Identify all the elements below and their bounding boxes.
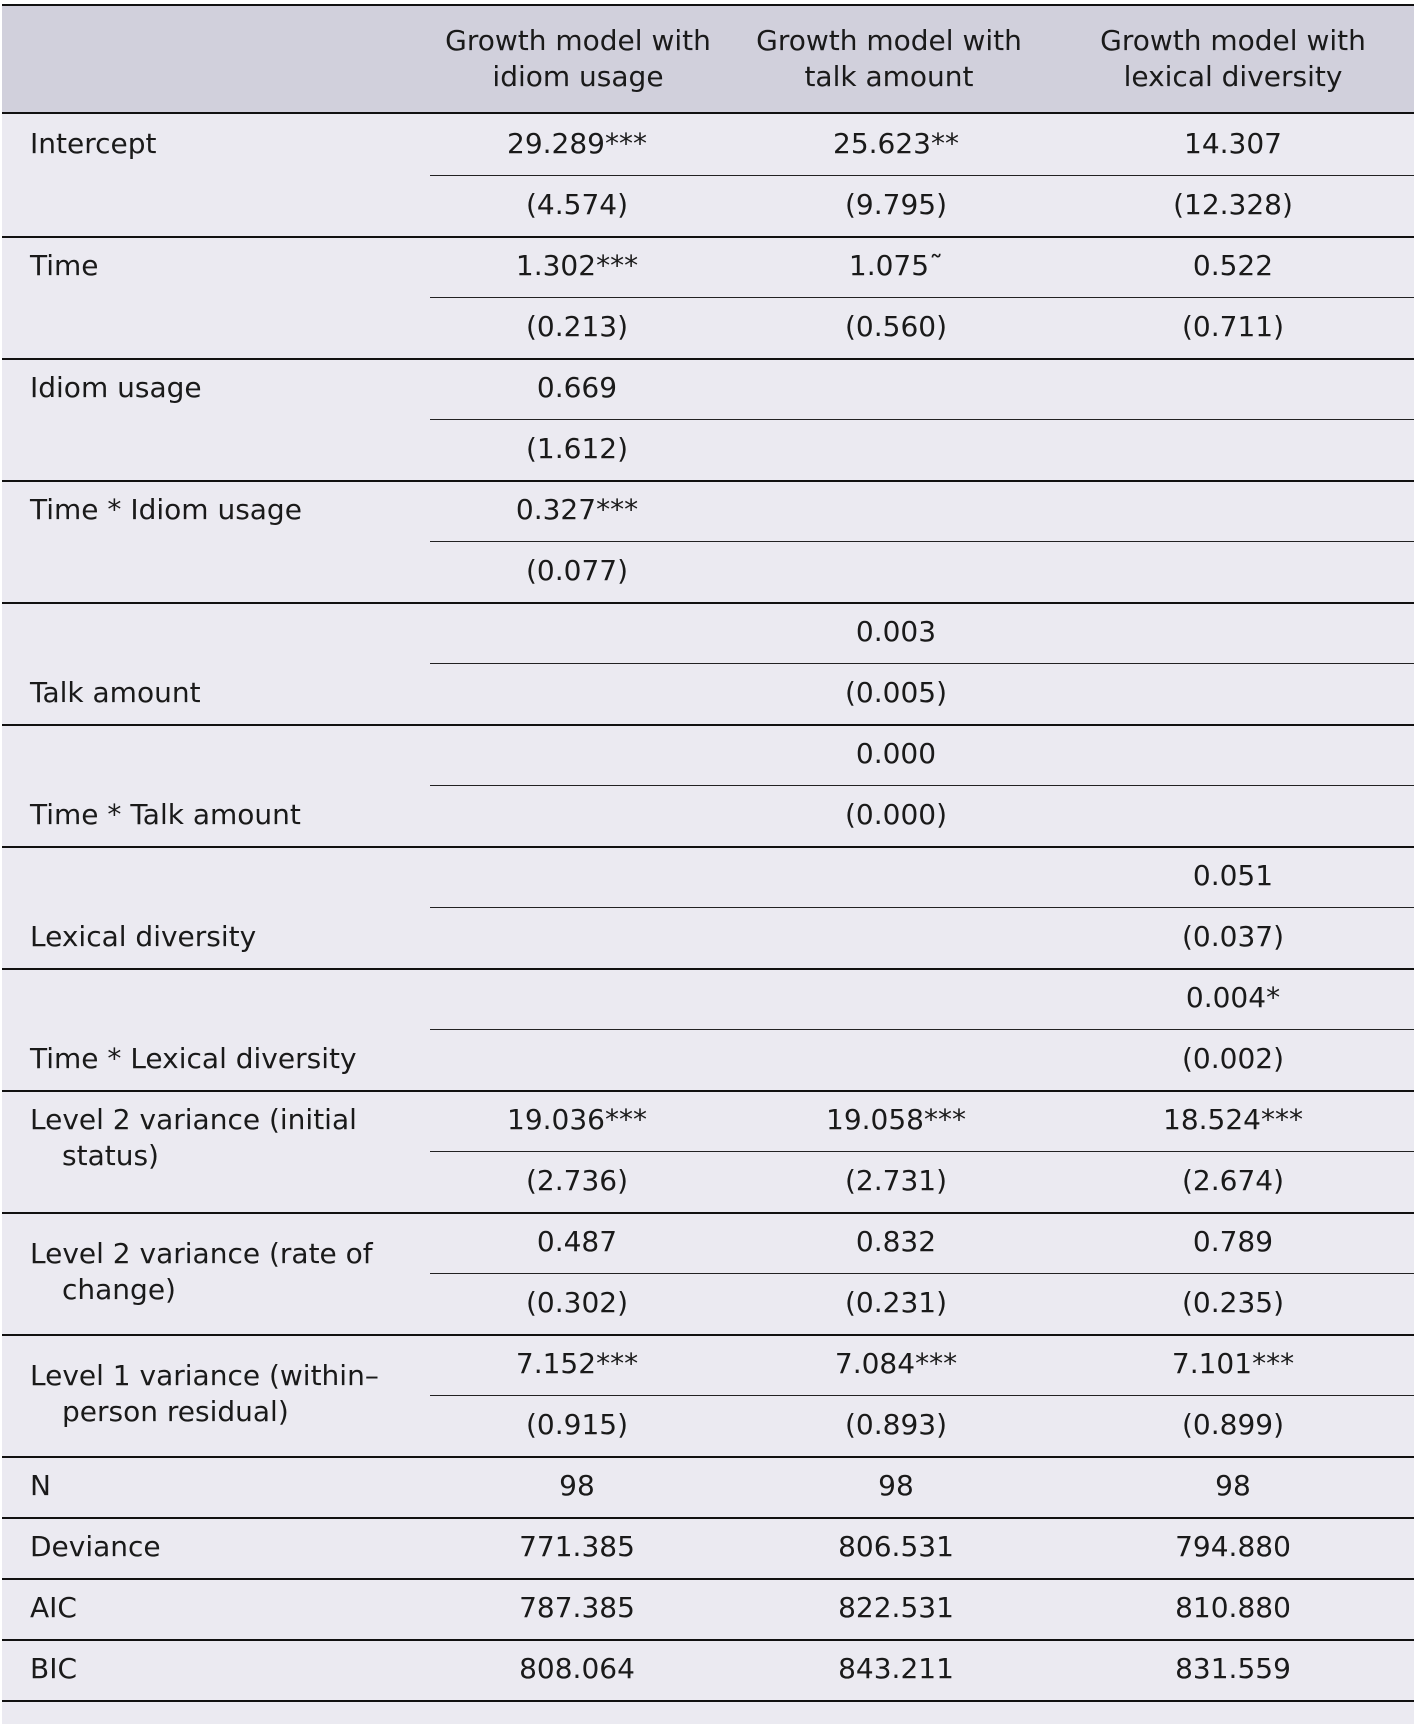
se-cell: (0.711) bbox=[1181, 310, 1284, 343]
coef-cell: 0.327*** bbox=[515, 493, 639, 526]
coef-cell: 14.307 bbox=[1184, 127, 1282, 160]
row-divider bbox=[2, 602, 1414, 604]
stat-cell: 822.531 bbox=[838, 1591, 954, 1624]
sub-row-divider bbox=[430, 907, 1414, 908]
se-cell: (0.302) bbox=[525, 1286, 628, 1319]
row-label-line: status) bbox=[62, 1139, 159, 1172]
header-cell-idiom-usage: Growth model with idiom usage bbox=[445, 24, 711, 93]
stat-cell: 98 bbox=[559, 1469, 595, 1502]
sub-row-divider bbox=[430, 541, 1414, 542]
coef-cell: 0.051 bbox=[1192, 859, 1274, 892]
row-label-line: Level 2 variance (initial bbox=[30, 1103, 357, 1136]
stat-cell: 808.064 bbox=[519, 1652, 635, 1685]
row-label: Deviance bbox=[30, 1530, 161, 1563]
header-cell-talk-amount: Growth model with talk amount bbox=[756, 24, 1022, 93]
coef-cell: 7.084*** bbox=[834, 1347, 958, 1380]
row-divider bbox=[2, 1212, 1414, 1214]
se-cell: (0.077) bbox=[525, 554, 628, 587]
coef-cell: 1.302*** bbox=[515, 249, 639, 282]
coef-cell: 19.036*** bbox=[507, 1103, 647, 1136]
coef-cell: 19.058*** bbox=[826, 1103, 966, 1136]
sub-row-divider bbox=[430, 175, 1414, 176]
se-cell: (0.893) bbox=[844, 1408, 947, 1441]
stat-cell: 806.531 bbox=[838, 1530, 954, 1563]
stat-cell: 98 bbox=[1215, 1469, 1251, 1502]
row-divider bbox=[2, 1578, 1414, 1580]
stat-cell: 787.385 bbox=[519, 1591, 635, 1624]
se-cell: (12.328) bbox=[1173, 188, 1293, 221]
se-cell: (1.612) bbox=[525, 432, 628, 465]
sub-row-divider bbox=[430, 1151, 1414, 1152]
coef-cell: 0.000 bbox=[855, 737, 937, 770]
sub-row-divider bbox=[430, 785, 1414, 786]
se-cell: (2.731) bbox=[844, 1164, 947, 1197]
row-label bbox=[30, 1236, 420, 1308]
row-label: Talk amount bbox=[30, 676, 201, 709]
row-divider bbox=[2, 358, 1414, 360]
se-cell: (9.795) bbox=[844, 188, 947, 221]
se-cell: (0.235) bbox=[1181, 1286, 1284, 1319]
coef-cell: 0.522 bbox=[1192, 249, 1274, 282]
row-label: Time * Idiom usage bbox=[30, 493, 302, 526]
coef-cell: 7.152*** bbox=[515, 1347, 639, 1380]
stat-cell: 98 bbox=[878, 1469, 914, 1502]
row-divider bbox=[2, 1517, 1414, 1519]
sub-row-divider bbox=[430, 1395, 1414, 1396]
coef-cell: 29.289*** bbox=[507, 127, 647, 160]
se-cell: (4.574) bbox=[525, 188, 628, 221]
row-label: Time * Lexical diversity bbox=[30, 1042, 357, 1075]
coef-cell: 0.003 bbox=[855, 615, 937, 648]
coef-cell: 1.075˜ bbox=[848, 249, 944, 282]
se-cell: (0.213) bbox=[525, 310, 628, 343]
coef-cell: 0.004* bbox=[1185, 981, 1281, 1014]
stat-cell: 831.559 bbox=[1175, 1652, 1291, 1685]
se-cell: (0.915) bbox=[525, 1408, 628, 1441]
row-label: AIC bbox=[30, 1591, 77, 1624]
row-divider bbox=[2, 724, 1414, 726]
row-label: Idiom usage bbox=[30, 371, 202, 404]
se-cell: (0.000) bbox=[844, 798, 947, 831]
stat-cell: 794.880 bbox=[1175, 1530, 1291, 1563]
regression-table bbox=[2, 4, 1414, 1724]
se-cell: (0.005) bbox=[844, 676, 947, 709]
row-divider bbox=[2, 480, 1414, 482]
row-divider bbox=[2, 236, 1414, 238]
row-divider bbox=[2, 1700, 1414, 1702]
row-label-line: Level 2 variance (rate of bbox=[30, 1237, 373, 1270]
se-cell: (0.560) bbox=[844, 310, 947, 343]
row-divider bbox=[2, 1639, 1414, 1641]
row-divider bbox=[2, 1090, 1414, 1092]
stat-cell: 810.880 bbox=[1175, 1591, 1291, 1624]
row-label: Intercept bbox=[30, 127, 157, 160]
sub-row-divider bbox=[430, 1029, 1414, 1030]
se-cell: (0.899) bbox=[1181, 1408, 1284, 1441]
row-label bbox=[30, 1102, 420, 1174]
se-cell: (0.037) bbox=[1181, 920, 1284, 953]
row-label-line: person residual) bbox=[62, 1395, 289, 1428]
sub-row-divider bbox=[430, 297, 1414, 298]
row-label bbox=[30, 1358, 420, 1430]
sub-row-divider bbox=[430, 663, 1414, 664]
row-divider bbox=[2, 968, 1414, 970]
row-label: N bbox=[30, 1469, 51, 1502]
stat-cell: 843.211 bbox=[838, 1652, 954, 1685]
header-cell-lexical-diversity: Growth model with lexical diversity bbox=[1100, 24, 1366, 93]
row-label: Time bbox=[30, 249, 99, 282]
row-label: Time * Talk amount bbox=[30, 798, 301, 831]
row-divider bbox=[2, 1334, 1414, 1336]
sub-row-divider bbox=[430, 1273, 1414, 1274]
se-cell: (0.231) bbox=[844, 1286, 947, 1319]
coef-cell: 18.524*** bbox=[1163, 1103, 1303, 1136]
stat-cell: 771.385 bbox=[519, 1530, 635, 1563]
sub-row-divider bbox=[430, 419, 1414, 420]
header-row bbox=[2, 4, 1414, 114]
coef-cell: 0.669 bbox=[536, 371, 618, 404]
coef-cell: 0.487 bbox=[536, 1225, 618, 1258]
row-label: BIC bbox=[30, 1652, 78, 1685]
coef-cell: 7.101*** bbox=[1171, 1347, 1295, 1380]
se-cell: (0.002) bbox=[1181, 1042, 1284, 1075]
coef-cell: 0.832 bbox=[855, 1225, 937, 1258]
coef-cell: 25.623** bbox=[833, 127, 959, 160]
row-label-line: Level 1 variance (within– bbox=[30, 1359, 379, 1392]
se-cell: (2.674) bbox=[1181, 1164, 1284, 1197]
row-divider bbox=[2, 846, 1414, 848]
se-cell: (2.736) bbox=[525, 1164, 628, 1197]
row-label: Lexical diversity bbox=[30, 920, 257, 953]
header-cell-empty bbox=[2, 6, 430, 112]
row-label-line: change) bbox=[62, 1273, 176, 1306]
coef-cell: 0.789 bbox=[1192, 1225, 1274, 1258]
row-divider bbox=[2, 1456, 1414, 1458]
